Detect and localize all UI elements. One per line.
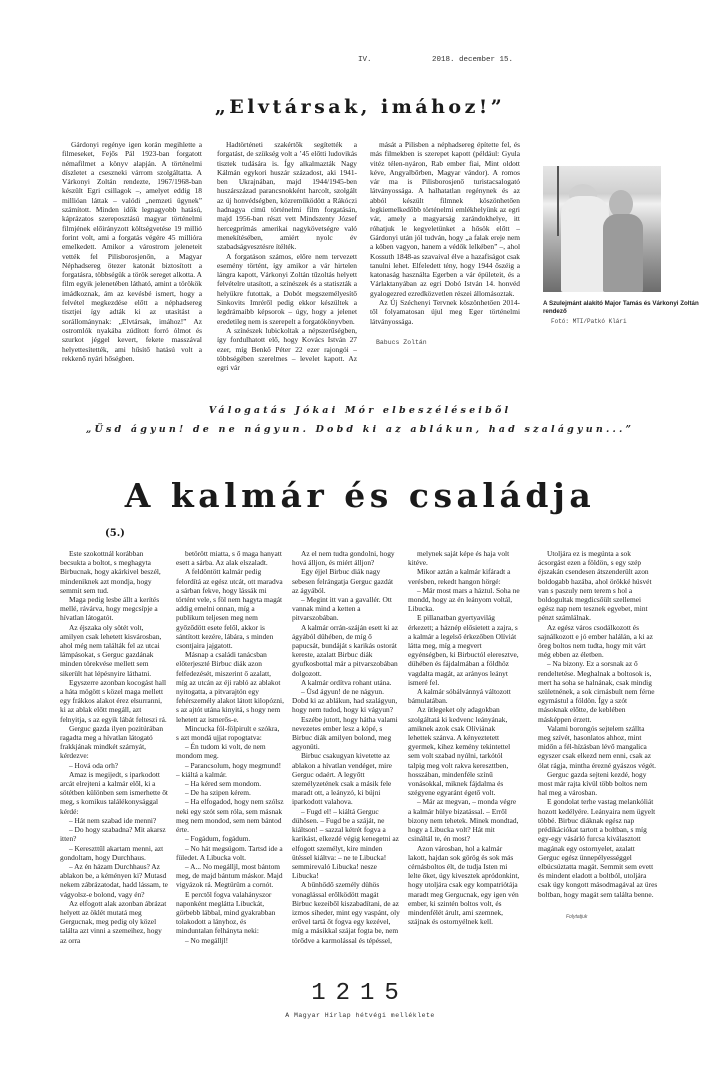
paragraph: A bűnhődő személy dühös vonaglással erőlködött magát Birbuc kezeiből kiszabadítani, de az izmos siheder, mint egy vaspánt, oly erővel tartá őt fogva egy kezével, míg a másikkal szájat fogta be, nem törődve a karmolással és tépéssel,	[292, 880, 400, 945]
article1-byline: Babucs Zoltán	[376, 338, 427, 346]
paragraph: – Én tudom ki volt, de nem mondom meg.	[176, 742, 266, 761]
photo-caption: A Szulejmánt alakító Major Tamás és Várkonyi Zoltán rendező	[543, 300, 699, 315]
photo-figure-robe	[561, 196, 609, 292]
paragraph: – No megálljl!	[185, 935, 229, 945]
paragraph: Valami borongós sejtelem szállta meg szívét, hasonlatos ahhoz, mint midőn a fél-hízásban lévő mangalica egyszer csak elkezd nem enni, csak az ólat rágja, mintha érezné gyászos végét.	[538, 723, 656, 770]
paragraph: Birbuc csakugyan kivetette az ablakon a hívatlan vendéget, mire Gerguc odaért. A legyőtt személyzetének csak a másik fele maradt ott, a leányzó, ki bújni iparkodott valahova.	[292, 751, 392, 807]
paragraph: Utoljára ez is megúnta a sok ácsorgást ezen a földön, s egy szép éjszakán csendesen átszenderült azon boldogabb hazába, ahol örökké húsvét van s paszuly nem terem s hol a boldogultak megdicsőült szellemei egész nap nem tesznek egyebet, mint pénzt számlálnak.	[538, 549, 652, 623]
story-column-4	[408, 549, 520, 926]
paragraph: – Hová oda orh?	[69, 760, 119, 770]
paragraph: – Fogádum, fogádum.	[185, 834, 251, 844]
series-kicker: Válogatás Jókai Mór elbeszéléseiből	[208, 405, 512, 416]
film-still-photo	[543, 166, 661, 292]
article2-title: A kalmár és családja	[124, 476, 596, 515]
photo-figure-director	[603, 214, 643, 292]
paragraph: E pillanatban gyertyavilág érkezett; a háznép elősietett a zajra, s a kalmár a legelső érkezőben Olíviát látta meg, míg a megvert egyénségben, ki Birbuctól eleresztve, dühében és fájdalmában a földhöz vagdalta magát, az arányos leányt ismeré fel.	[408, 613, 519, 687]
paragraph: Az ütlegeket oly adagokban szolgáltatá ki kedvenc leányának, amiknek azok csak Olíviának lehettek szánva. A kényeztetett gyermek, kihez kemény tekintettel sem volt szabad nyúlni, tarkótól talpig meg volt rakva kereszttben, hosszában, mindenféle színű vonásokkal, miknek fájdalma és szégyene egyaránt égető volt.	[408, 705, 511, 798]
paragraph: Az elfogott alak azonban ábrázat helyett az öklét mutatá meg Gergucnak, meg pedig oly közel találta azt vinni a szemeihez, hogy az orra	[60, 898, 167, 945]
paragraph: Maga pedig lesbe állt a kerítés mellé, rávárva, hogy megcsípje a hívatlan látogatót.	[60, 595, 160, 623]
photo-pole	[557, 166, 559, 236]
paragraph: Gárdonyi regénye igen korán megihlette a filmeseket, Fejős Pál 1923-ban forgatott némafilmet a könyv alapján. A történelmi díszletet a cseszneki várrom szolgáltatta. A Várkonyi Zoltán rendezte, 1967/1968-ban készült Egri csillagok –, amelyet eddig 18 millióan láttak – valódi „nemzeti ügynek” számított. Minden idők legnagyobb hatású, káprázatos szereposztású magyar történelmi filmjének előirányzott költségvetése 19 millió forint volt, ami a forgatás végére 45 millióra emelkedett. Amikor a várostrom jeleneteit vették fel Pilisborosjenőn, a Magyar Néphadsereg ötezer katonát biztosított a forgatásra, többségük a török sereget alkotta. A film egyik jelenetében látható, amint a törökök imádkoznak, ám az kevésbé ismert, hogy a felvétel megkezdése előtt a néphadsereg tisztjei így adták ki az utasítást a sorállománynak: „Elvtársak, imához!” Az ostromlók nyakába zúdított forró ólmot és szurkot jéggel kevert, fekete masszával helyettesítették, ami hűsítő hatású volt a rekkenő nyári hőségben.	[62, 140, 202, 363]
paragraph: – Na bizony. Ez a sorsnak az ő rendeltetése. Meghalnak a boltosok is, mert ha soha se halnának, csak mindig születnének, a sok cirnásbult nem férne egymástul a földön. Így a szót másoknak előtte, de keblében másképpen érzett.	[538, 659, 655, 724]
paragraph: Az el nem tudta gondolni, hogy hová álljon, és miért álljon?	[292, 549, 395, 568]
paragraph: Egy éjjel Birbuc diák nagy sebesen felrángatja Gerguc gazdát az ágyából.	[292, 567, 394, 595]
paragraph: – A... No megálljl, most bántom meg, de majd bántum máskor. Majd vigyázok rá. Megtürüm a cornót.	[176, 861, 283, 890]
series-epigraph: „Üsd ágyun! de ne nágyun. Dobd ki az ablákun, had szalágyun...”	[85, 424, 635, 435]
article1-column-3	[370, 140, 520, 347]
paragraph: A kalmár ordítva rohant utána.	[301, 677, 392, 687]
paragraph: – Már most mars a háztul. Soha ne mondd, hogy az én leányom voltál, Libucka.	[408, 585, 520, 614]
paragraph: E perctől fogva valahányszor naponként meglátta Libuckát, görbebb lábbal, mind gyakrabban tolakodott a lányhoz, és minduntalan felhányta neki:	[176, 889, 276, 936]
photo-credit: Fotó: MTI/Patkó Klári	[551, 318, 627, 325]
supplement-tagline: A Magyar Hírlap hétvégi melléklete	[285, 1012, 435, 1019]
paragraph: Hadtörténeti szakértők segítették a forgatást, de szükség volt a ’45 előtti ludovikás tisztek tudására is. Így alkalmazták Nagy Kálmán egykori huszár századost, aki 1941-ben Ukrajnában, majd 1944/1945-ben huszárszázad parancsnokként harcolt, szolgált az új honvédségben, közreműködött a Rákóczi hadnagya című történelmi film forgatásán, majd 1956-ban részt vett Mindszenty József hercegprímás amerikai nagykövetségre való menekítésében, amiért nyolc év szabadságvesztésre ítélték.	[217, 140, 357, 252]
continued-note: Folytatjuk	[566, 913, 588, 920]
paragraph: – De ha szipen kérem.	[185, 788, 251, 798]
paragraph: Mincucka föl-fölpirult e szókra, s azt mondá ujjat ropogtatva:	[176, 723, 280, 743]
paragraph: Gerguc gazda sejteni kezdé, hogy most már rajta kívül több boltos nem hal meg a városban.	[538, 769, 648, 798]
article1-title: „Elvtársak, imához!”	[214, 96, 506, 118]
paragraph: A kalmár orrán-száján esett ki az ágyából dühében, de míg ő papucsát, bundáját s karikás ostorát kereste, azalatt Birbuc diák gyufkosbottal már a pitvarszobában dolgozott.	[292, 622, 399, 678]
paragraph: Amaz is megijedt, s iparkodott arcát elrejteni a kalmár elől, ki a sötétben különben sem ismerhette őt meg, s komikus találékonysággal kérdé:	[60, 769, 168, 816]
paragraph: – No hát megsúgom. Tartsd ide a füledet. A Libucka volt.	[176, 843, 283, 862]
story-column-3	[292, 549, 400, 945]
paragraph: betörött miatta, s ő maga hanyatt esett a sárba. Az alak elszaladt.	[176, 549, 282, 568]
paragraph: – Hát nem szabad ide menni?	[69, 815, 157, 825]
paragraph: – Már az megvan, – monda végre a kalmár hülye bizatással. – Erről bizony nem tehetek. Minek mondtad, hogy a Libucka volt? Hát mit csináltál te, én most?	[408, 797, 519, 844]
installment-number: (5.)	[105, 528, 125, 539]
paragraph: Mikor aztán a kalmár kifáradt a verésben, rekedt hangon hörgé:	[408, 567, 511, 586]
paragraph: Este szokottnál korábban becsukta a boltot, s meghagyta Birbucnak, hogy akárkivel beszél, mindeniknek azt mondja, hogy semmit sem tud.	[60, 549, 161, 595]
paragraph: melynek saját képe és haja volt kitéve.	[408, 549, 510, 568]
story-column-5	[538, 549, 658, 921]
paragraph: Az egész város csodálkozott és sajnálkozott e jó ember halálán, a ki az öreg boltos nem tudta, hogy mit várt még ebben az életben.	[538, 622, 653, 660]
paragraph: A színészek lubickoltak a népszerűségben, így fordulhatott elő, hogy Kovács István 27 ezer, míg Benkő Péter 22 ezer rajongói – többségében szerelmes – levelet kapott. Az egri vár	[217, 325, 357, 373]
paragraph: – Fugd el! – kiáltá Gerguc dühösen. – Fugd be a száját, ne kiáltson! – sazzal kétrét fogva a karikást, elkezdé végig kenegetni az elfogott személyt, kire minden ütéssel kiáltva: – ne te Libucka! semmirevaló Libucka! nesze Libucka!	[292, 806, 399, 881]
photo-caption-block	[543, 300, 708, 326]
paragraph: E gondolat terhe vastag melankóliát hozott kedélyére. Leányaira nem ügyelt többé. Birbuc diáknak egész nap prédikációkat tartott a boltban, s míg egy-egy vásárló furcsa kiválasztott magának egy ostornyelet, azalatt Gerguc egész ünnepélyességgel elbúcsúztatta magát. Semmit sem evett és mindent eladott a boltból, utoljára csak úgy kongott másodmagával az üres boltban, hogy magát sem találta benne.	[538, 797, 658, 899]
paragraph: Azon városban, hol a kalmár lakott, hajdan sok görög és sok más cérnásboltos élt, de tudja Isten mi lelte őket, úgy kivesztek apródonkint, hogy utoljára csak egy kompatriótája maradt meg Gergucnak, egy igen vén ember, ki szintén boltos volt, és mindenfélét árult, ami szemnek, szájnak és ostornyélnek kell.	[408, 843, 520, 927]
paragraph: – Ha elfogadod, hogy nem szólsz neki egy szót sem róla, sem másnak meg nem mondod, sem nem bántod érte.	[176, 797, 284, 835]
story-column-1	[60, 549, 168, 945]
paragraph: – Üsd ágyun! de ne nágyun. Dobd ki az ablákun, had szalágyun, hogy nem tudod, hogy ki vágyun?	[292, 687, 398, 715]
paragraph: Gerguc gazda ilyen pozitúrában ragadta meg a hívatlan látogató frakkjának mindkét szárnyát, kérdezve:	[60, 723, 164, 761]
paragraph: – Do hogy szabadna? Mit akarsz itten?	[60, 825, 166, 844]
paragraph: mását a Pilisben a néphadsereg építette fel, és más filmekben is szerepet kapott (például: Gyula vitéz télen-nyáron, Rab ember fiai, Mint oldott kéve, Angyalbőrben, Magyar vándor). A romos vár ma is Pilisborosjenő turistacsalogató látványossága. A halhatatlan regénynek és az abból készült filmnek köszönhetően legkiemelkedőbb történelmi emlékhelyünk az egri vár, amely a magyarság zarándokhelye, itt róhatjuk le kegyeletünket a hősök előtt – Gárdonyi után jól tudván, hogy „a falak ereje nem a kőben vagyon, hanem a védők lelkében” –, ahol Kossuth 1848-as szavaival élve a hazafiságot csak tanulni lehet. Elfeledett tény, hogy 1944 őszéig a katonaság használta Egerben a vár épületeit, és a Várlaktanyában az egri Dobó István 14. honvéd gyalogezred ezredközvetlen részei állomásoztak.	[370, 140, 520, 298]
article1-column-1	[62, 140, 202, 363]
article1-column-2	[217, 140, 357, 372]
section-number: IV.	[358, 56, 372, 64]
paragraph: – Kereszttűl akartam menni, azt gondoltam, hogy Durchhaus.	[60, 843, 164, 862]
paragraph: A forgatáson számos, előre nem tervezett esemény történt, így amikor a vár hirtelen lángra kapott, Várkonyi Zoltán tűzoltás helyett felvételre utasított, a színészek és a statiszták a helyükre futottak, a Dobót megszemélyesítő Sinkovits Imréről pedig ekkor készültek a legdrámaibb képsorok – úgy, hogy a jelenet eredetileg nem is szerepelt a forgatókönyvben.	[217, 251, 357, 326]
paragraph: Egyszerre azonban kocogást hall a háta mögött s közel maga mellett egy frákkos alakot érez elsurranni, ki az ablak előtt megáll, azt felnyitja, s az egyik lábát felteszi rá.	[60, 677, 167, 724]
paragraph: – Ha kéred sem mondom.	[185, 779, 262, 789]
paragraph: Az éjszaka oly sötét volt, amilyen csak lehetett kisvárosban, ahol még nem találták fel az utcai lámpásokat, s Gerguc gazdának minden törekvése mellett sem sikerült hat lépésnyire láthatni.	[60, 622, 162, 678]
page-header	[0, 56, 720, 68]
issue-number: 1215	[311, 980, 409, 1007]
paragraph: A feldöntött kalmár pedig felordítá az egész utcát, ott maradva a sárban fekve, hogy lássák mi történt vele, s föl nem hagyta magát addig emelni onnan, míg a publikum teljesen meg nem győződött esete felől, akkor is sántított kezére, lábára, s minden csontjaira jajgatott.	[176, 567, 283, 651]
issue-date: 2018. december 15.	[432, 56, 514, 64]
paragraph: Az Új Széchenyi Tervnek köszönhetően 2014-től folyamatosan újul meg Eger történelmi látványossága.	[370, 298, 520, 326]
paragraph: – Parancsolum, hogy megmund! – kiáltá a kalmár.	[176, 760, 282, 779]
paragraph: Másnap a családi tanácsban előterjeszté Birbuc diák azon felfedezését, miszerint ő azalatt, míg az utcán az éji rabló az ablakot nyitogatta, a pitvarajtón egy fehérszemély alakot látott kilopózni, s az ajtót utána kinyitá, s hogy nem lehetett az ismerős-e.	[176, 650, 284, 724]
paragraph: A kalmár sóbálvánnyá változott bámulatában.	[408, 687, 511, 706]
paragraph: Eszébe jutott, hogy hátha valami nevezetes ember lesz a kópé, s Birbuc diák amilyen bolond, meg agyonüti.	[292, 714, 398, 752]
paragraph: – Az én házam Durchhaus? Az ablakon be, a kéményen ki? Mutasd nekem zábrázatodat, hadd lássam, te vágyolsz-e bolond, vagy én?	[60, 861, 168, 899]
story-column-2	[176, 549, 284, 945]
paragraph: – Megint itt van a gavallér. Ott vannak mind a ketten a pitvarszobában.	[292, 595, 392, 623]
